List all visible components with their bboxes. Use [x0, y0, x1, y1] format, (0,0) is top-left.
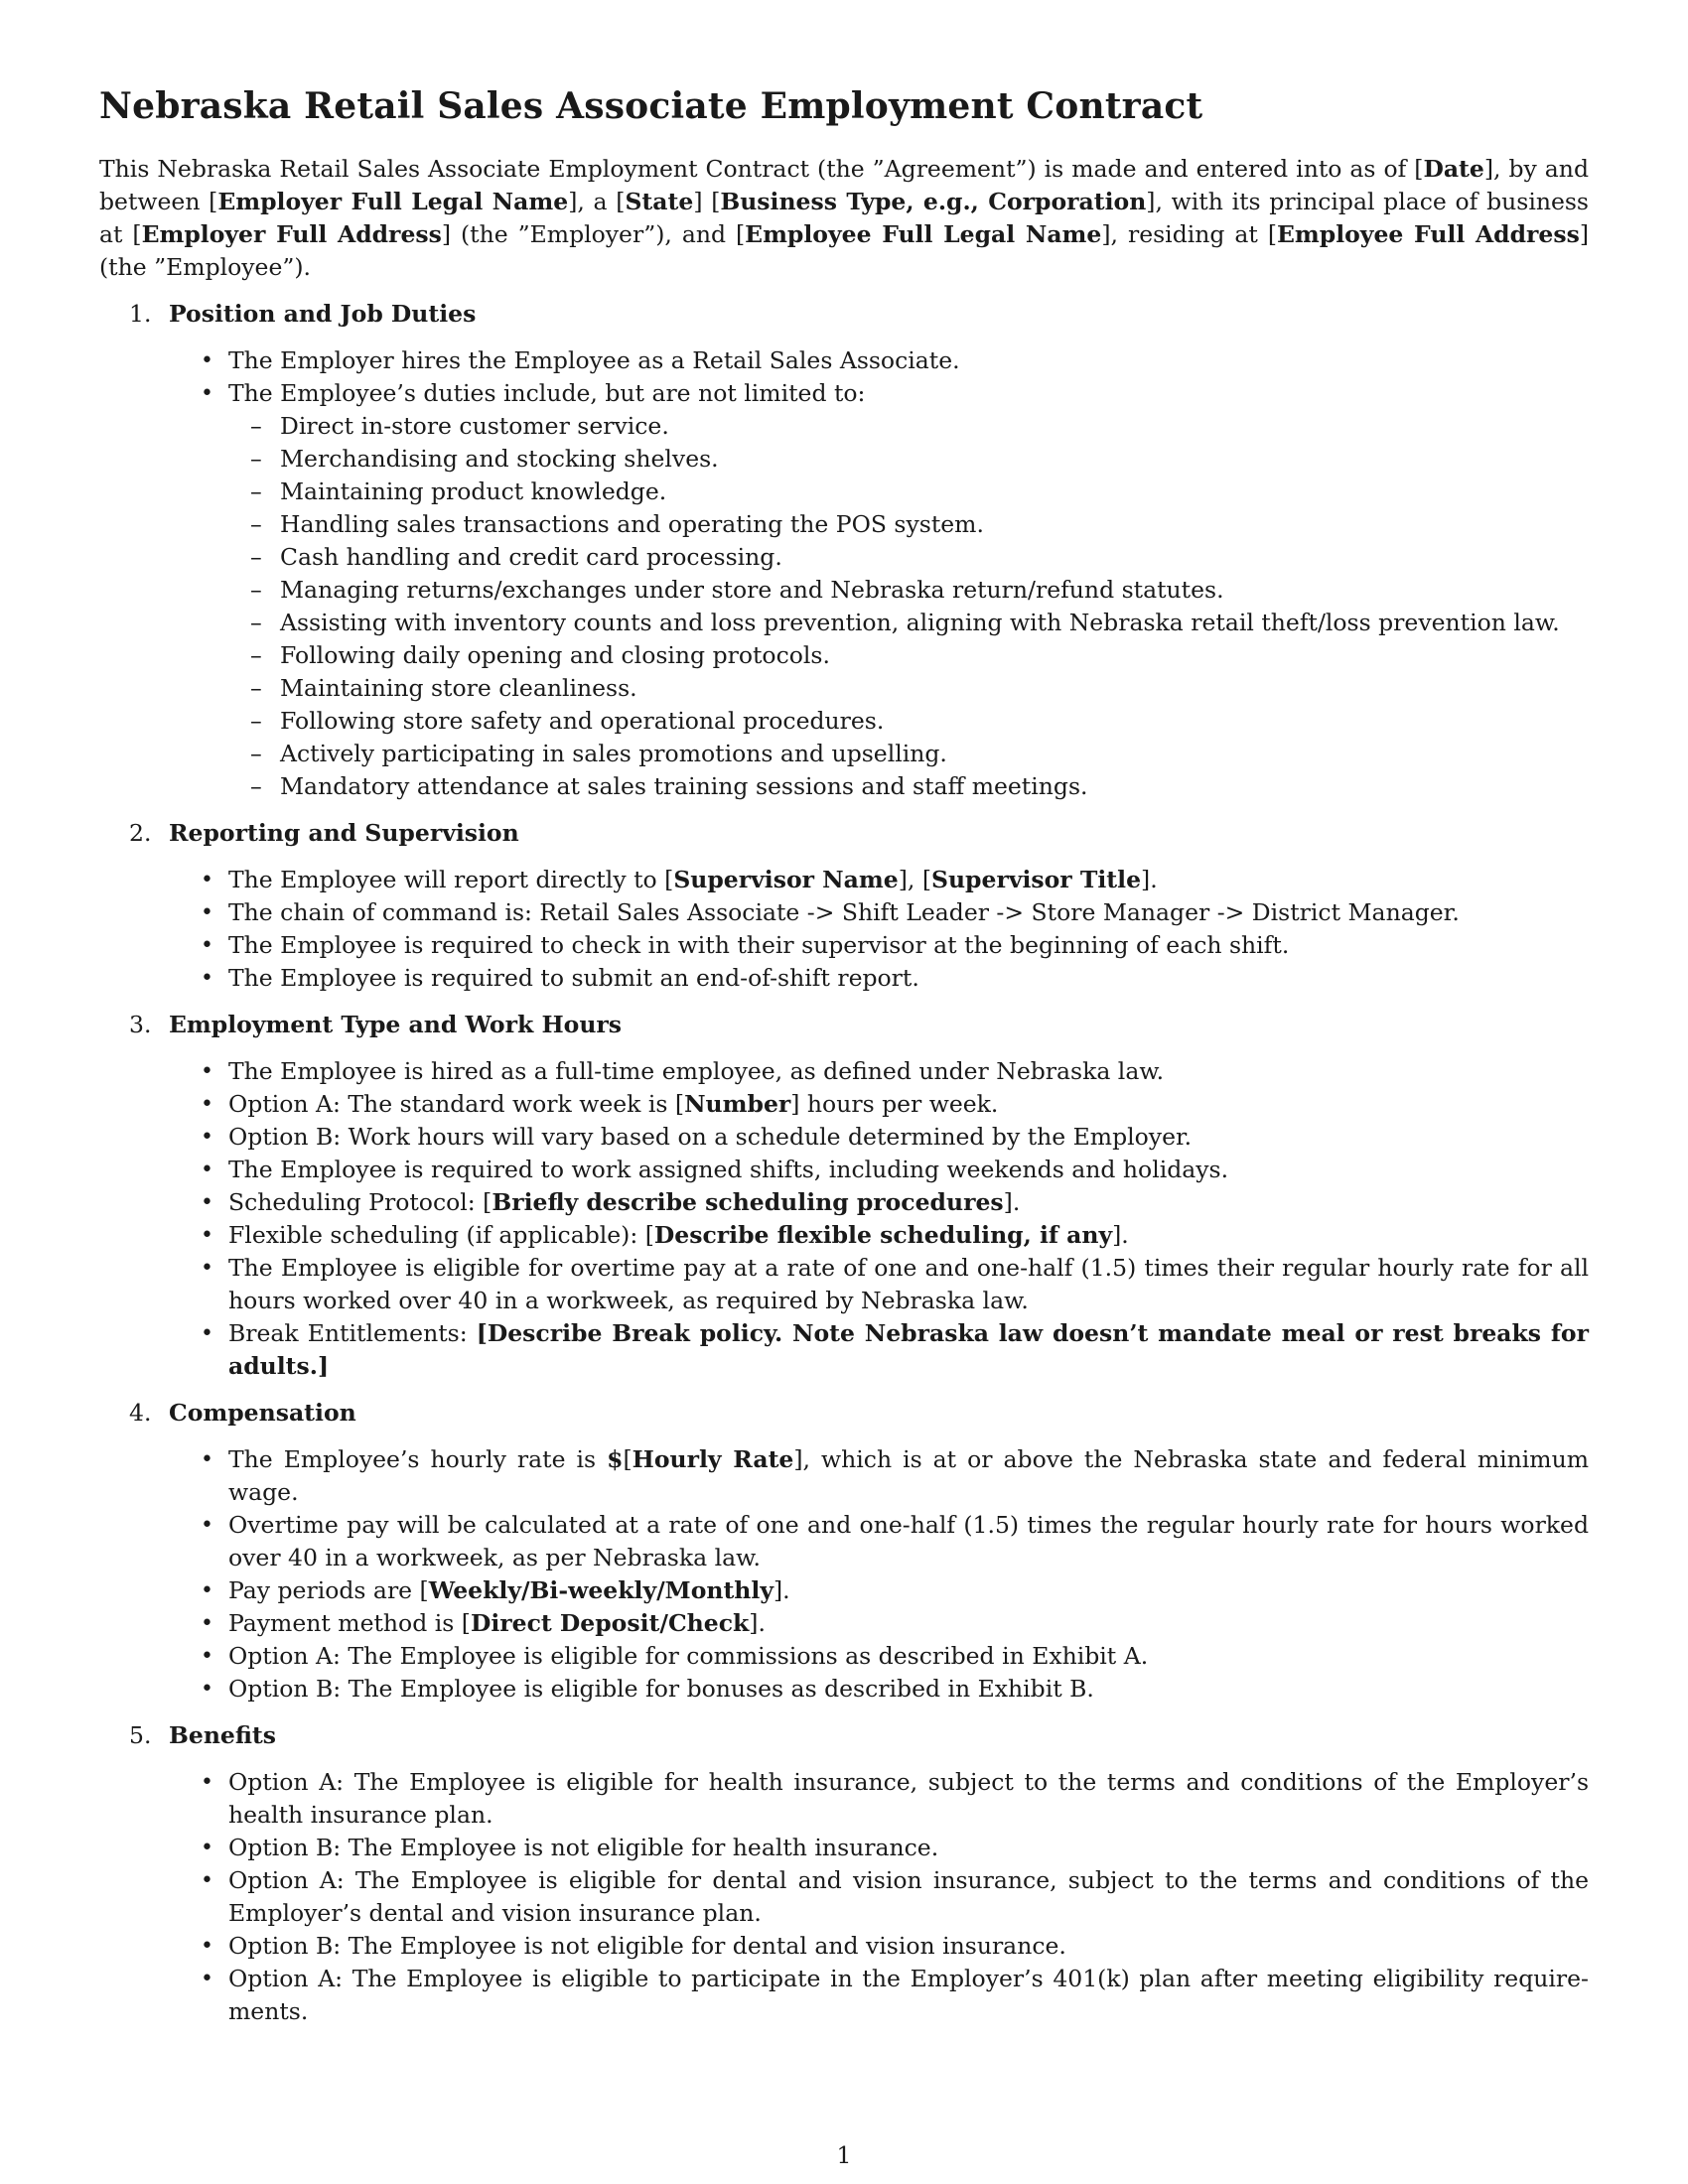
bullet-item: • Option B: Work hours will vary based on a schedule determined by the Employer. — [169, 1121, 1589, 1154]
section-employment-type — [99, 1009, 1589, 1383]
bullet-item: • Option A: The Employee is eligible for dental and vision insurance, subject to the terms and conditions of the Employer’s dental and vision insurance plan. — [169, 1864, 1589, 1930]
bullet-item: • The Employee is eligible for overtime pay at a rate of one and one-half (1.5) times their regular hourly rate for all hours worked over 40 in a workweek, as required by Nebraska law. — [169, 1252, 1589, 1317]
duty-item: – Managing returns/exchanges under store and Nebraska return/refund statutes. — [228, 574, 1589, 607]
duties-list — [228, 410, 1589, 803]
duty-item: – Maintaining product knowledge. — [228, 476, 1589, 508]
duty-item: – Assisting with inventory counts and loss prevention, aligning with Nebraska retail theft/loss prevention law. — [228, 607, 1589, 639]
bullet-item: • The Employee is required to work assigned shifts, including weekends and holidays. — [169, 1154, 1589, 1186]
contract-sections — [99, 298, 1589, 2028]
bullet-item: • Payment method is [Direct Deposit/Check]. — [169, 1607, 1589, 1640]
duty-item: – Following daily opening and closing protocols. — [228, 639, 1589, 672]
section-title: Benefits — [169, 1721, 277, 1749]
bullet-item: • The Employee is hired as a full-time employee, as defined under Nebraska law. — [169, 1055, 1589, 1088]
document-title: Nebraska Retail Sales Associate Employment Contract — [99, 85, 1203, 127]
bullet-item: • The Employee is required to submit an end-of-shift report. — [169, 962, 1589, 995]
bullet-item: • Option A: The Employee is eligible to participate in the Employer’s 401(k) plan after meeting eligibility require-ments. — [169, 1963, 1589, 2028]
bullet-item: • Overtime pay will be calculated at a rate of one and one-half (1.5) times the regular hourly rate for hours worked over 40 in a workweek, as per Nebraska law. — [169, 1509, 1589, 1574]
duty-item: – Merchandising and stocking shelves. — [228, 443, 1589, 476]
bullet-item: • Option B: The Employee is not eligible for dental and vision insurance. — [169, 1930, 1589, 1963]
section-benefits — [99, 1719, 1589, 2028]
section-number: 4. — [129, 1399, 152, 1427]
bullet-list — [169, 1766, 1589, 2028]
bullet-item: • Option A: The standard work week is [Number] hours per week. — [169, 1088, 1589, 1121]
bullet-item: • Flexible scheduling (if applicable): [Describe flexible scheduling, if any]. — [169, 1219, 1589, 1252]
bullet-item: • Option B: The Employee is not eligible for health insurance. — [169, 1832, 1589, 1864]
section-number: 5. — [129, 1721, 152, 1749]
duty-item: – Direct in-store customer service. — [228, 410, 1589, 443]
page-number: 1 — [836, 2141, 852, 2169]
bullet-item: • The Employer hires the Employee as a Retail Sales Associate. — [169, 344, 1589, 377]
intro-paragraph: This Nebraska Retail Sales Associate Employment Contract (the ”Agreement”) is made and entered into as of [Date], by and between [Employer Full Legal Name], a [State] [Business Type, e.g., Corporation], with its principal place of business at [Employer Full Address] (the ”Employer”), and [Employee Full Legal Name], residing at [Employee Full Address] (the ”Employee”). — [99, 155, 1590, 281]
section-reporting-supervision — [99, 817, 1589, 995]
bullet-item: • Option A: The Employee is eligible for health insurance, subject to the terms and conditions of the Employer’s health insurance plan. — [169, 1766, 1589, 1832]
bullet-item: • Pay periods are [Weekly/Bi-weekly/Monthly]. — [169, 1574, 1589, 1607]
duty-item: – Handling sales transactions and operating the POS system. — [228, 508, 1589, 541]
bullet-item: • Option A: The Employee is eligible for commissions as described in Exhibit A. — [169, 1640, 1589, 1673]
section-number: 1. — [129, 300, 152, 328]
section-title: Compensation — [169, 1399, 356, 1427]
section-title: Position and Job Duties — [169, 300, 477, 328]
bullet-item: • Scheduling Protocol: [Briefly describe scheduling procedures]. — [169, 1186, 1589, 1219]
duty-item: – Following store safety and operational procedures. — [228, 705, 1589, 738]
bullet-item: • The chain of command is: Retail Sales Associate -> Shift Leader -> Store Manager -> District Manager. — [169, 896, 1589, 929]
duty-item: – Mandatory attendance at sales training sessions and staff meetings. — [228, 770, 1589, 803]
duty-item: – Cash handling and credit card processing. — [228, 541, 1589, 574]
section-title: Reporting and Supervision — [169, 819, 519, 847]
bullet-item: • The Employee’s duties include, but are not limited to: – Direct in-store customer service. – Merchandising and stocking shelves. – Maintaining product knowledge. – Handling sales transactions and operating the POS system. – Cash handling and credit card processing. – Managing returns/exchanges under store and Nebraska return/refund statutes. – Assisting with inventory counts and loss prevention, aligning with Nebraska retail theft/loss prevention law. – Following daily opening and closing protocols. – Maintaining store cleanliness. – Following store safety and operational procedures. – Actively participating in sales promotions and upselling. – Mandatory attendance at sales training sessions and staff meetings. — [169, 377, 1589, 803]
bullet-item: • The Employee is required to check in with their supervisor at the beginning of each shift. — [169, 929, 1589, 962]
bullet-list — [169, 1443, 1589, 1706]
bullet-list — [169, 344, 1589, 803]
section-number: 3. — [129, 1011, 152, 1038]
bullet-item: • The Employee will report directly to [Supervisor Name], [Supervisor Title]. — [169, 864, 1589, 896]
document-page — [99, 85, 1589, 2042]
bullet-item: • Break Entitlements: [Describe Break policy. Note Nebraska law doesn’t mandate meal or rest breaks for adults.] — [169, 1317, 1589, 1383]
duty-item: – Actively participating in sales promotions and upselling. — [228, 738, 1589, 770]
section-compensation — [99, 1397, 1589, 1706]
section-number: 2. — [129, 819, 152, 847]
bullet-list — [169, 1055, 1589, 1383]
section-title: Employment Type and Work Hours — [169, 1011, 623, 1038]
section-position-duties — [99, 298, 1589, 803]
bullet-item: • Option B: The Employee is eligible for bonuses as described in Exhibit B. — [169, 1673, 1589, 1706]
bullet-item: • The Employee’s hourly rate is $[Hourly Rate], which is at or above the Nebraska state and federal minimum wage. — [169, 1443, 1589, 1509]
duty-item: – Maintaining store cleanliness. — [228, 672, 1589, 705]
bullet-list — [169, 864, 1589, 995]
